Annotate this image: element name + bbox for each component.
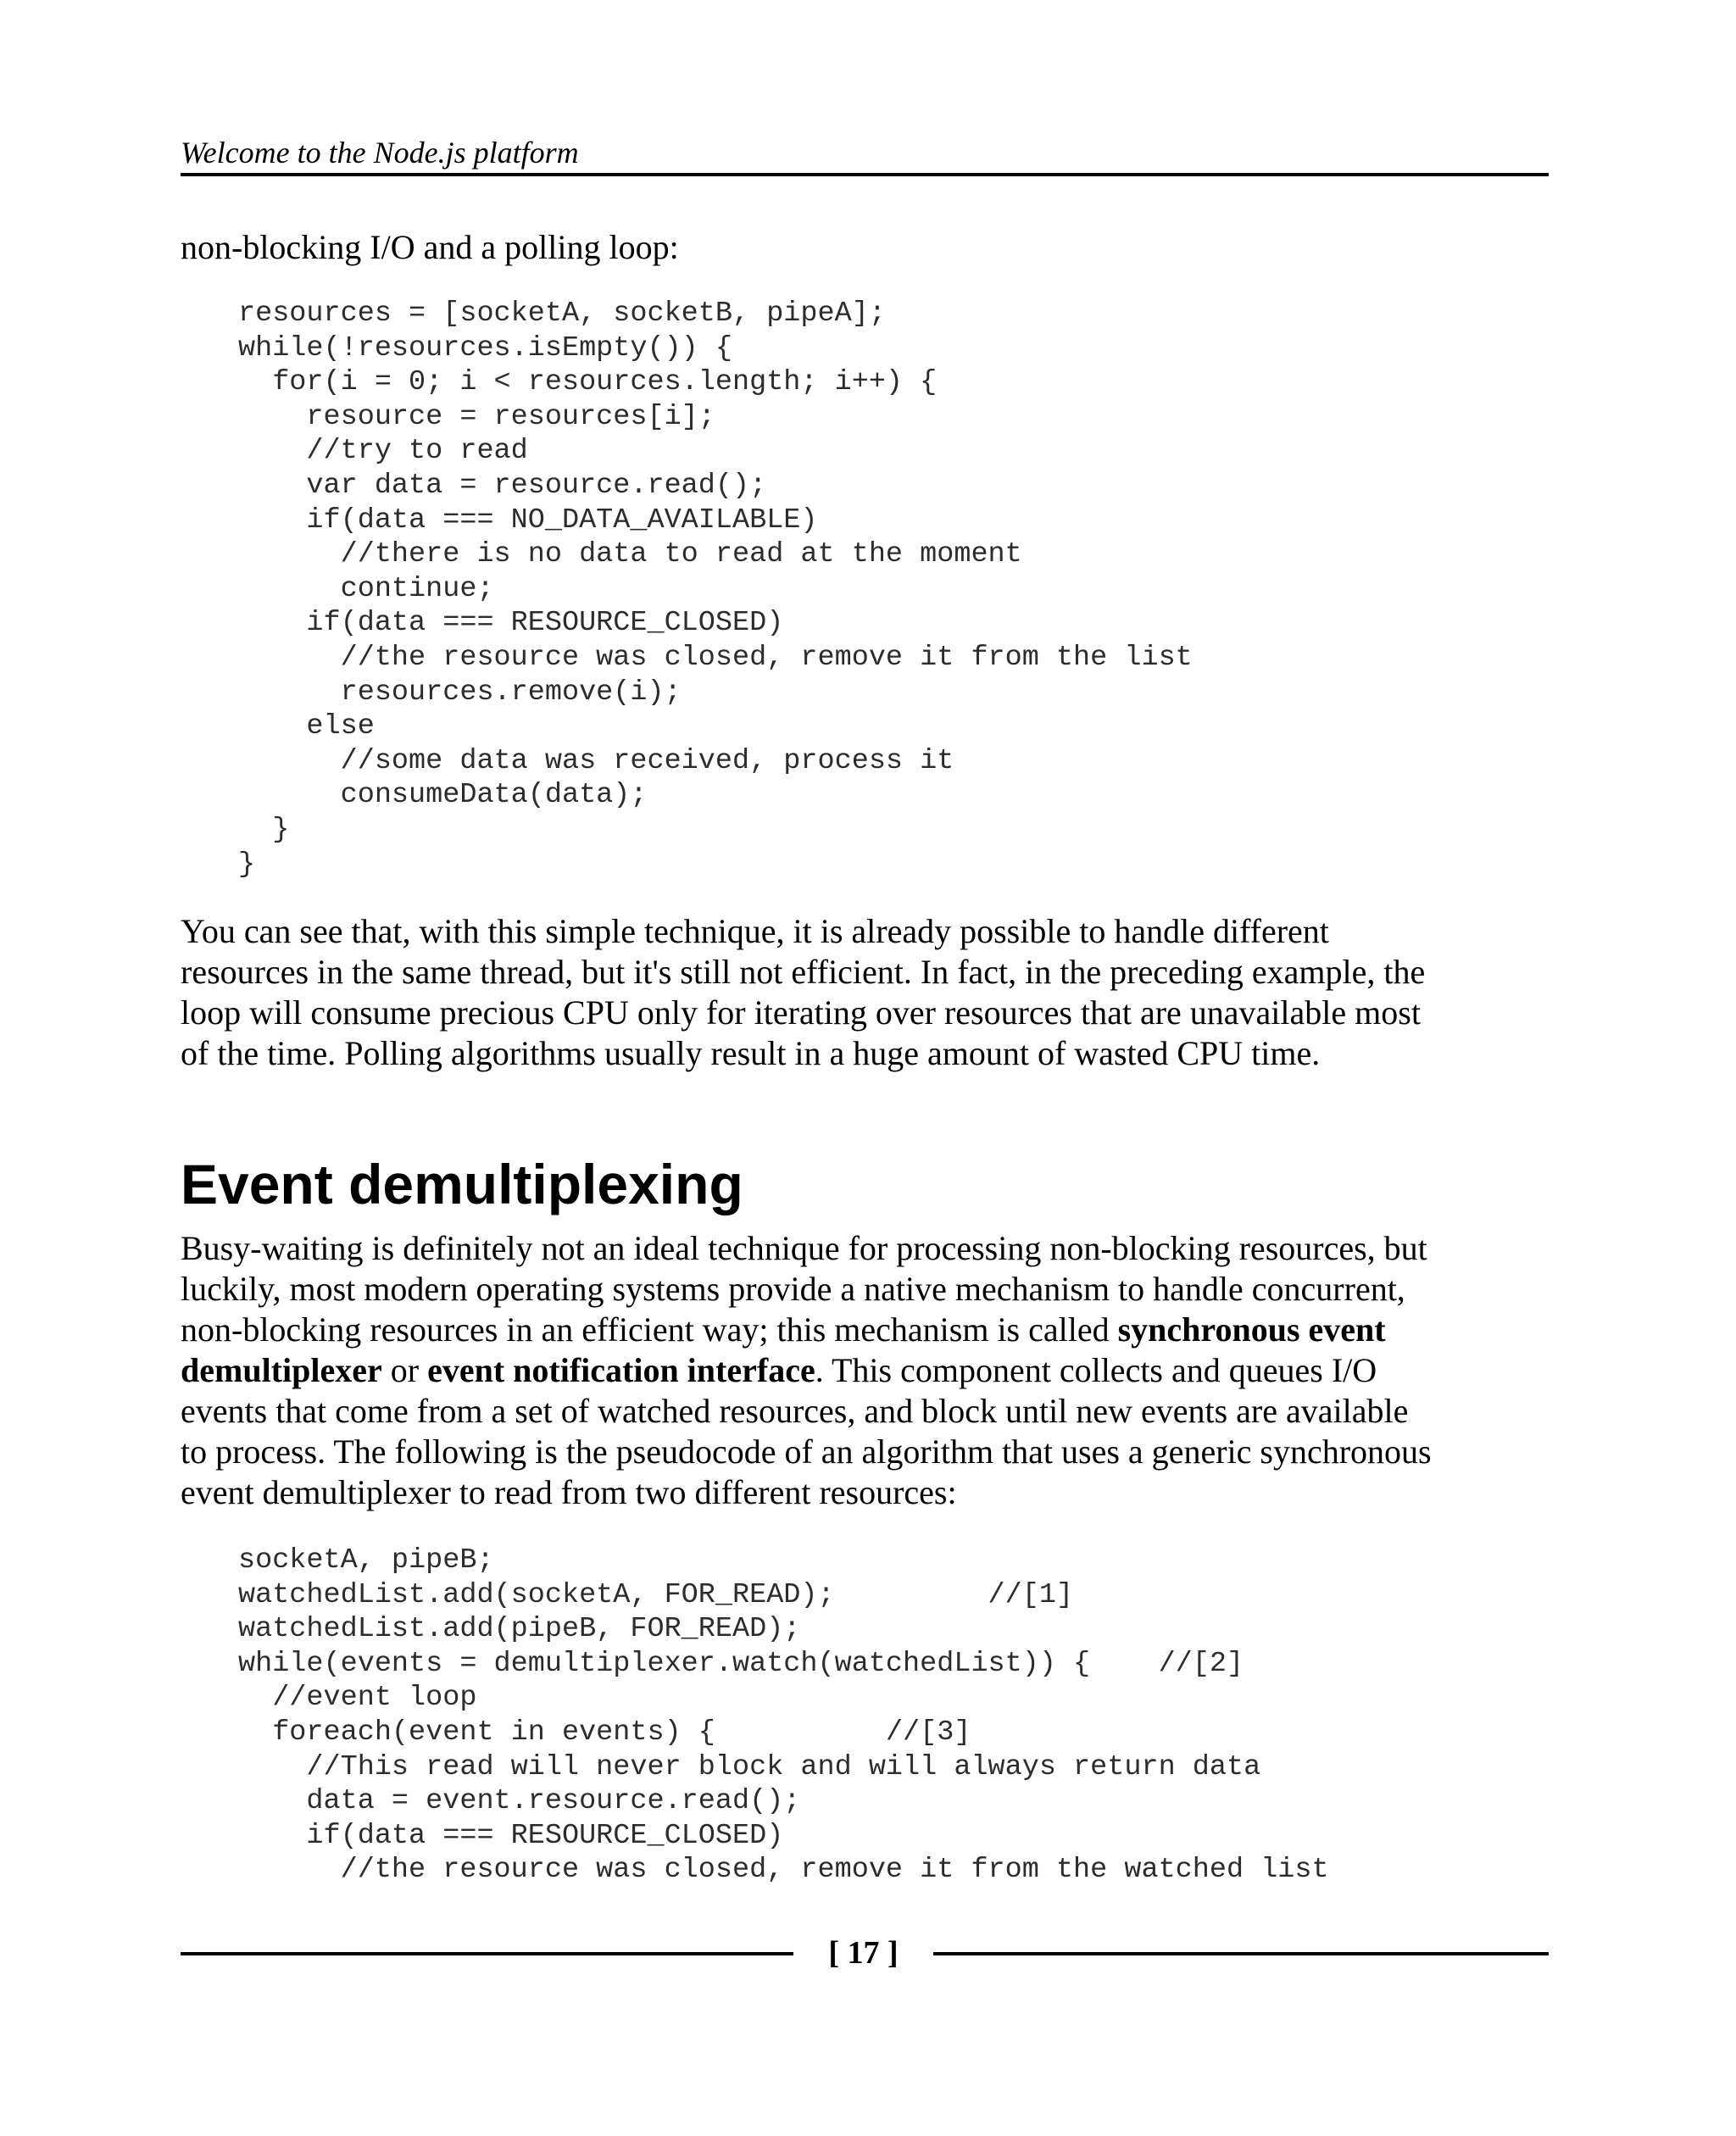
bold-term: synchronous event <box>1117 1310 1386 1349</box>
code-line: data = event.resource.read(); <box>238 1785 801 1818</box>
code-line: while(!resources.isEmpty()) { <box>238 331 732 364</box>
code-line: resource = resources[i]; <box>238 400 715 433</box>
paragraph-line: loop will consume precious CPU only for iterating over resources that are unavailable most <box>181 993 1421 1032</box>
book-page <box>181 0 1549 2136</box>
code-line: else <box>238 710 375 743</box>
code-line: //the resource was closed, remove it from the watched list <box>238 1854 1329 1887</box>
paragraph-text: . This component collects and queues I/O <box>815 1351 1377 1389</box>
code-line: //This read will never block and will always return data <box>238 1750 1261 1783</box>
code-line: watchedList.add(pipeB, FOR_READ); <box>238 1613 801 1646</box>
code-line: while(events = demultiplexer.watch(watchedList)) { //[2] <box>238 1647 1244 1680</box>
bold-term: event notification interface <box>427 1351 815 1389</box>
code-line: //the resource was closed, remove it from the list <box>238 641 1193 674</box>
footer-divider-right <box>933 1952 1549 1955</box>
paragraph-line: resources in the same thread, but it's still not efficient. In fact, in the preceding example, the <box>181 953 1426 991</box>
code-line: } <box>238 813 290 846</box>
paragraph-line: events that come from a set of watched resources, and block until new events are available <box>181 1392 1409 1430</box>
event-demultiplexing-paragraph <box>181 1228 1432 1513</box>
paragraph-line <box>181 1310 1432 1350</box>
page-number: [ 17 ] <box>828 1935 899 1971</box>
code-line: var data = resource.read(); <box>238 469 767 502</box>
footer-divider-left <box>181 1952 793 1955</box>
running-header: Welcome to the Node.js platform <box>181 136 579 170</box>
code-line: foreach(event in events) { //[3] <box>238 1716 971 1749</box>
polling-loop-code-block <box>238 297 1193 882</box>
paragraph-line: You can see that, with this simple technique, it is already possible to handle different <box>181 912 1329 950</box>
bold-term: demultiplexer <box>181 1351 382 1389</box>
paragraph-line: luckily, most modern operating systems provide a native mechanism to handle concurrent, <box>181 1270 1405 1308</box>
paragraph-text: or <box>381 1351 428 1389</box>
paragraph-line: to process. The following is the pseudocode of an algorithm that uses a generic synchronous <box>181 1432 1432 1471</box>
code-line: resources = [socketA, socketB, pipeA]; <box>238 298 886 330</box>
code-line: if(data === NO_DATA_AVAILABLE) <box>238 503 818 537</box>
intro-sentence: non-blocking I/O and a polling loop: <box>181 228 679 266</box>
paragraph-line: event demultiplexer to read from two different resources: <box>181 1473 957 1511</box>
code-line: } <box>238 848 256 881</box>
paragraph-line: Busy-waiting is definitely not an ideal technique for processing non-blocking resources, but <box>181 1229 1427 1267</box>
code-line: //there is no data to read at the moment <box>238 538 1022 571</box>
code-line: if(data === RESOURCE_CLOSED) <box>238 607 784 640</box>
section-heading: Event demultiplexing <box>181 1153 743 1215</box>
header-divider <box>181 173 1549 176</box>
paragraph-text: non-blocking resources in an efficient way; this mechanism is called <box>181 1310 1118 1349</box>
code-line: watchedList.add(socketA, FOR_READ); //[1] <box>238 1578 1074 1611</box>
code-line: socketA, pipeB; <box>238 1544 494 1577</box>
demultiplexer-code-block <box>238 1544 1329 1888</box>
code-line: if(data === RESOURCE_CLOSED) <box>238 1819 784 1852</box>
code-line: //event loop <box>238 1682 477 1715</box>
code-line: continue; <box>238 572 494 605</box>
code-line: resources.remove(i); <box>238 676 682 709</box>
code-line: //some data was received, process it <box>238 744 954 777</box>
paragraph-line: of the time. Polling algorithms usually result in a huge amount of wasted CPU time. <box>181 1034 1321 1072</box>
polling-explanation-paragraph <box>181 911 1425 1074</box>
paragraph-line <box>181 1350 1432 1391</box>
code-line: consumeData(data); <box>238 779 648 812</box>
code-line: for(i = 0; i < resources.length; i++) { <box>238 366 938 399</box>
code-line: //try to read <box>238 435 528 468</box>
